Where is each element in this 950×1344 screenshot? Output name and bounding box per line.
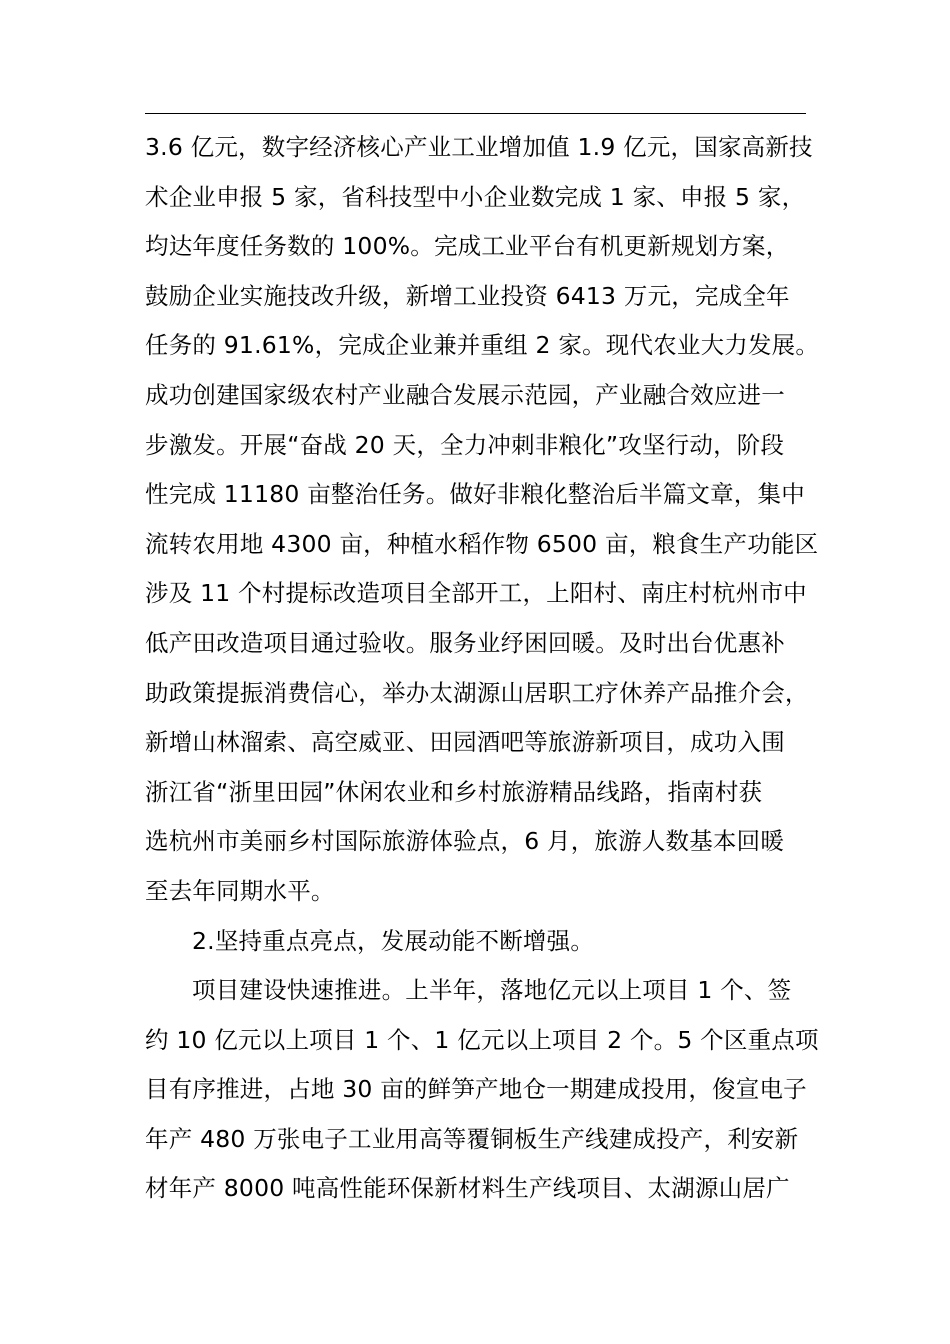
text-line: 术企业申报 5 家，省科技型中小企业数完成 1 家、申报 5 家，	[145, 182, 806, 211]
text-line: 步激发。开展“奋战 20 天，全力冲刺非粮化”攻坚行动，阶段	[145, 430, 785, 459]
text-line: 项目建设快速推进。上半年，落地亿元以上项目 1 个、签	[192, 976, 792, 1005]
text-line: 材年产 8000 吨高性能环保新材料生产线项目、太湖源山居广	[145, 1174, 790, 1203]
text-line: 鼓励企业实施技改升级，新增工业投资 6413 万元，完成全年	[145, 281, 790, 310]
text-line: 选杭州市美丽乡村国际旅游体验点，6 月，旅游人数基本回暖	[145, 827, 785, 856]
text-line: 涉及 11 个村提标改造项目全部开工，上阳村、南庄村杭州市中	[145, 579, 807, 608]
text-line: 新增山林溜索、高空威亚、田园酒吧等旅游新项目，成功入围	[145, 728, 785, 757]
text-line: 约 10 亿元以上项目 1 个、1 亿元以上项目 2 个。5 个区重点项	[145, 1025, 819, 1054]
text-line: 目有序推进，占地 30 亩的鲜笋产地仓一期建成投用，俊宣电子	[145, 1075, 807, 1104]
text-line: 流转农用地 4300 亩，种植水稻作物 6500 亩，粮食生产功能区	[145, 529, 819, 558]
text-line: 性完成 11180 亩整治任务。做好非粮化整治后半篇文章，集中	[145, 480, 805, 509]
text-line: 年产 480 万张电子工业用高等覆铜板生产线建成投产，利安新	[145, 1124, 799, 1153]
text-line: 助政策提振消费信心，举办太湖源山居职工疗休养产品推介会，	[145, 678, 809, 707]
text-line: 2.坚持重点亮点，发展动能不断增强。	[192, 926, 595, 955]
text-line: 3.6 亿元，数字经济核心产业工业增加值 1.9 亿元，国家高新技	[145, 133, 813, 161]
text-line: 至去年同期水平。	[145, 876, 335, 905]
text-line: 任务的 91.61%，完成企业兼并重组 2 家。现代农业大力发展。	[145, 331, 820, 360]
body-text	[145, 123, 825, 1214]
header-rule	[145, 113, 806, 114]
text-line: 低产田改造项目通过验收。服务业纾困回暖。及时出台优惠补	[145, 628, 785, 657]
text-line: 均达年度任务数的 100%。完成工业平台有机更新规划方案，	[145, 232, 790, 261]
text-line: 成功创建国家级农村产业融合发展示范园，产业融合效应进一	[145, 380, 785, 409]
text-line: 浙江省“浙里田园”休闲农业和乡村旅游精品线路，指南村获	[145, 777, 763, 806]
